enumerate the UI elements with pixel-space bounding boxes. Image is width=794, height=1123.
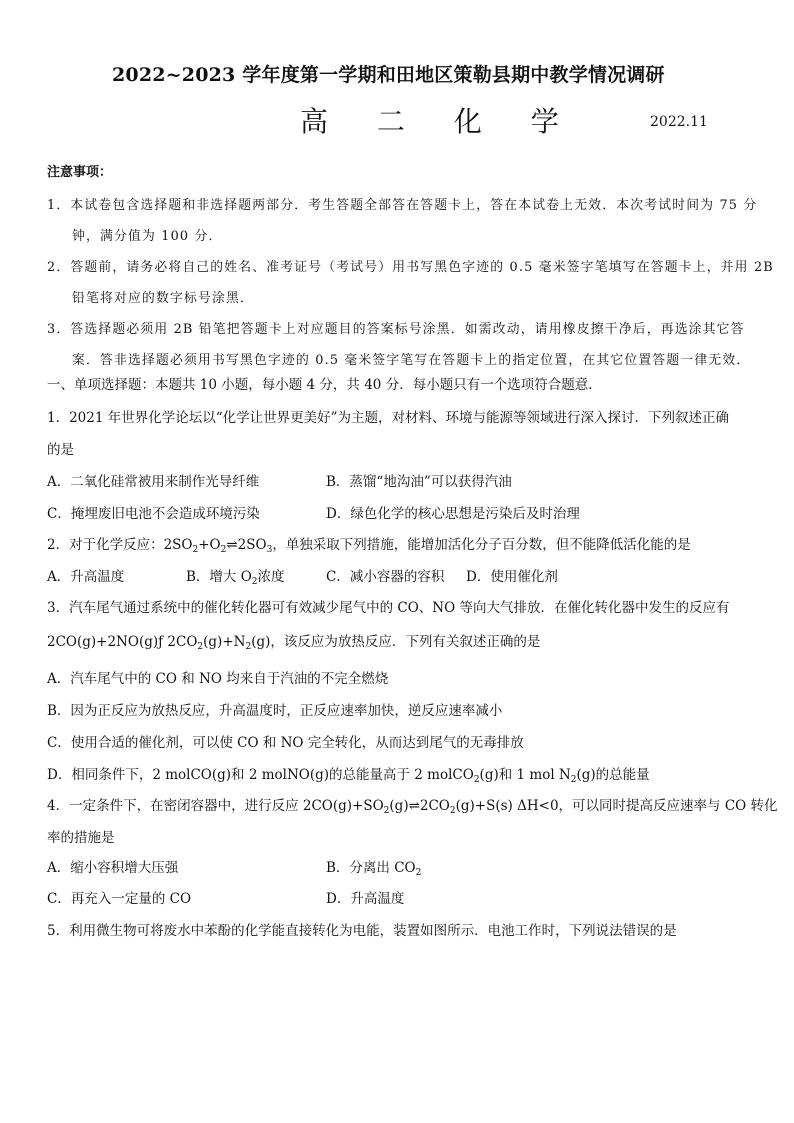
q2-option-b: B．增大 $O_2$浓度 — [186, 569, 285, 587]
q4-option-d: D．升高温度 — [326, 891, 405, 907]
q2-option-d: D．使用催化剂 — [466, 569, 558, 585]
q2-stem: 2．对于化学反应：$2SO_2+O_2\rightleftharpoons 2SO_3$，单独采取下列措施，能增加活化分子百分数，但不能降低活化能的是 — [47, 537, 691, 555]
q1-option-d: D．绿色化学的核心思想是污染后及时治理 — [326, 506, 580, 522]
q1-option-b: B．蒸馏“地沟油”可以获得汽油 — [326, 474, 512, 490]
section1-heading: 一、单项选择题：本题共 10 小题，每小题 4 分，共 40 分．每小题只有一个选项符合题意． — [47, 377, 602, 393]
q4-option-c: C．再充入一定量的 CO — [47, 891, 192, 907]
exam-date: 2022.11 — [650, 114, 708, 130]
q2-option-a: A．升高温度 — [47, 569, 125, 585]
notice-item-1-line2: 钟，满分值为 100 分． — [72, 229, 223, 244]
q4-stem-line1: 4．一定条件下，在密闭容器中，进行反应 $2CO(g)+SO_2(g)\rightleftharpoons 2CO_2(g)+S(s)$ ΔH<0，可以同时提高反应速率与 CO 转化 — [47, 798, 778, 816]
q1-stem-line2: 的是 — [47, 442, 74, 458]
notice-item-2-line2: 铅笔将对应的数字标号涂黑． — [72, 291, 254, 306]
q3-option-a: A．汽车尾气中的 CO 和 NO 均来自于汽油的不完全燃烧 — [47, 671, 389, 687]
q3-option-b: B．因为正反应为放热反应，升高温度时，正反应速率加快，逆反应速率减小 — [47, 703, 503, 719]
q1-option-c: C．掩埋废旧电池不会造成环境污染 — [47, 506, 260, 522]
notice-item-3-line2: 案．答非选择题必须用书写黑色字迹的 0.5 毫米签字笔写在答题卡上的指定位置，在其它位置答题一律无效． — [72, 353, 751, 368]
q2-option-c: C．减小容器的容积 — [326, 569, 445, 585]
q3-option-d: D．相同条件下，2 molCO(g)和 2 molNO(g)的总能量高于 2 molCO$_2$(g)和 1 mol $N_2(g)$的总能量 — [47, 767, 650, 785]
notice-item-2-line1: 2．答题前，请务必将自己的姓名、准考证号（考试号）用书写黑色字迹的 0.5 毫米签字笔填写在答题卡上，并用 2B — [47, 260, 774, 275]
q1-option-a: A．二氧化硅常被用来制作光导纤维 — [47, 474, 260, 490]
subject-title: 高 二 化 学 — [300, 105, 579, 138]
q5-stem: 5．利用微生物可将废水中苯酚的化学能直接转化为电能，装置如图所示．电池工作时，下列说法错误的是 — [47, 923, 677, 939]
q4-stem-line2: 率的措施是 — [47, 830, 115, 846]
q1-stem-line1: 1．2021 年世界化学论坛以“化学让世界更美好”为主题，对材料、环境与能源等领域进行深入探讨．下列叙述正确 — [47, 410, 730, 426]
q3-stem-line1: 3．汽车尾气通过系统中的催化转化器可有效减少尾气中的 CO、NO 等向大气排放．在催化转化器中发生的反应有 — [47, 600, 730, 616]
q4-option-a: A．缩小容积增大压强 — [47, 860, 179, 876]
notice-item-3-line1: 3．答选择题必须用 2B 铅笔把答题卡上对应题目的答案标号涂黑．如需改动，请用橡皮擦干净后，再选涂其它答 — [47, 322, 745, 337]
q4-option-b: B．分离出 $CO_2$ — [326, 860, 422, 878]
notice-heading: 注意事项： — [47, 165, 113, 180]
q3-option-c: C．使用合适的催化剂，可以使 CO 和 NO 完全转化，从而达到尾气的无毒排放 — [47, 735, 524, 751]
exam-title: 2022~2023 学年度第一学期和田地区策勒县期中教学情况调研 — [112, 64, 665, 86]
notice-item-1-line1: 1．本试卷包含选择题和非选择题两部分．考生答题全部答在答题卡上，答在本试卷上无效．本次考试时间为 75 分 — [47, 198, 758, 213]
q3-equation: 2CO(g)+2NO(g)ƒ $2CO_2(g)+N_2(g)$，该反应为放热反应．下列有关叙述正确的是 — [47, 634, 541, 652]
